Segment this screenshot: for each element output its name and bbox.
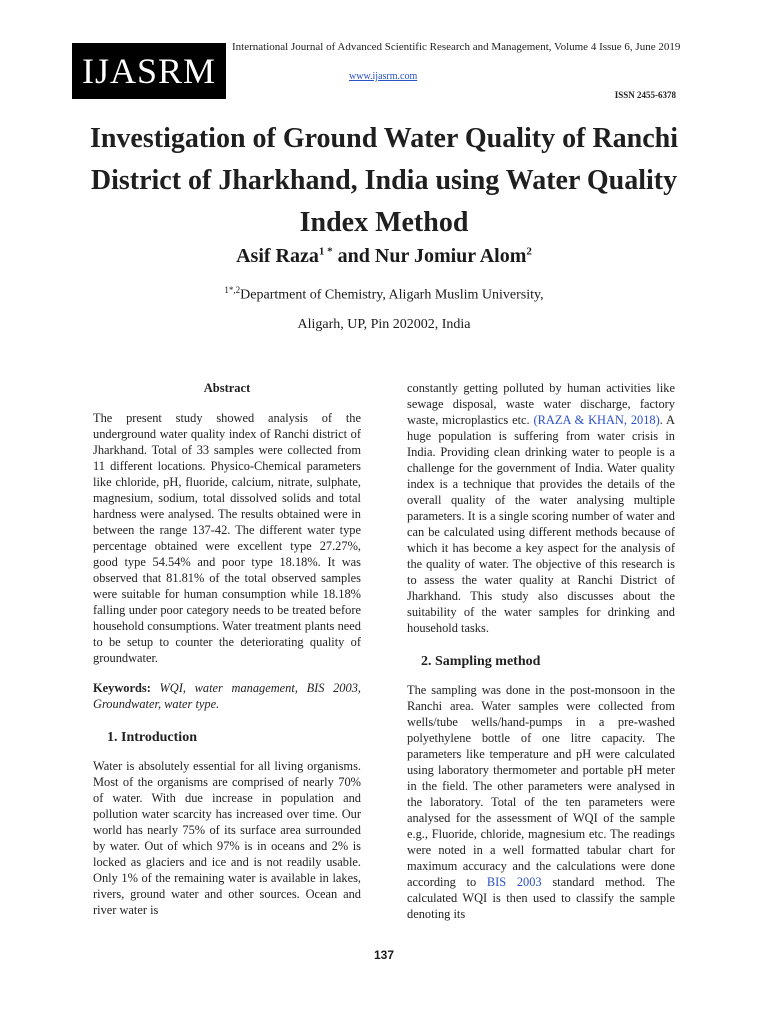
affiliation-dept: Department of Chemistry, Aligarh Muslim University, <box>240 287 544 303</box>
intro-heading: 1. Introduction <box>107 730 197 745</box>
affiliation-sup: 1*,2 <box>224 285 241 295</box>
author-2: Nur Jomiur Alom <box>374 245 527 267</box>
keywords-text: WQI, water management, BIS 2003, Groundwater, water type. <box>93 681 361 711</box>
author-1-affil: 1 * <box>318 245 333 258</box>
keywords <box>93 680 361 712</box>
author-1: Asif Raza <box>236 245 319 267</box>
sampling-heading: 2. Sampling method <box>421 654 541 669</box>
affiliation-line-2: Aligarh, UP, Pin 202002, India <box>297 317 471 332</box>
sampling-text <box>407 682 675 922</box>
intro-text-right-b: . A huge population is suffering from water crisis in India. Providing clean drinking water to people is a challenge for the government of India. Water quality index is a technique that provides the details of the overall quality of the water analysing multiple parameters. It is a single scoring number of water and can be calculated using different methods because of which it has become a key aspect for the analysis of the quality of water. The objective of this research is to assess the water quality at Ranchi District of Jharkhand. This study also discusses about the suitability of the water samples for drinking and household tasks. <box>407 413 675 635</box>
citation-raza-khan-link[interactable]: (RAZA & KHAN, 2018) <box>533 413 660 427</box>
affiliation-line-1 <box>0 285 768 304</box>
right-column <box>407 380 675 922</box>
author-line <box>0 245 768 268</box>
citation-bis-link[interactable]: BIS 2003 <box>486 875 542 889</box>
intro-text-right-a: constantly getting polluted by human activities like sewage disposal, waste water discharge, factory waste, microplastics etc. <box>407 381 675 427</box>
journal-logo: IJASRM <box>72 43 226 99</box>
left-column <box>93 380 361 918</box>
author-and: and <box>337 245 370 267</box>
keywords-label: Keywords: <box>93 681 151 695</box>
intro-text-right <box>407 380 675 636</box>
page-number: 137 <box>373 948 395 962</box>
journal-website-link[interactable]: www.ijasrm.com <box>349 71 418 82</box>
author-2-affil: 2 <box>526 245 532 258</box>
paper-title: Investigation of Ground Water Quality of Ranchi District of Jharkhand, India using Water Quality Index Method <box>89 123 679 238</box>
abstract-heading: Abstract <box>203 381 251 395</box>
issn-number: ISSN 2455-6378 <box>614 90 676 100</box>
sampling-text-a: The sampling was done in the post-monsoon in the Ranchi area. Water samples were collected from wells/tube wells/hand-pumps in a pre-washed polyethylene bottle of one litre capacity. The parameters like temperature and pH were calculated using laboratory thermometer and portable pH meter in the field. The other parameters were analysed in the laboratory. Total of the ten parameters were analysed for the assessment of WQI of the sample e.g., Fluoride, chloride, magnesium etc. The readings were noted in a well formatted tabular chart for maximum accuracy and the calculations were done according to <box>407 683 675 889</box>
abstract-text: The present study showed analysis of the underground water quality index of Ranchi district of Jharkhand. Total of 33 samples were collected from 11 different locations. Physico-Chemical parameters like chloride, pH, fluoride, calcium, nitrate, sulphate, magnesium, sodium, total dissolved solids and total hardness were analysed. The results obtained were in between the range 137-42. The different water type percentage obtained were excellent type 27.27%, good type 54.54% and poor type 18.18%. It was observed that 81.81% of the total observed samples were suitable for human consumption while 18.18% falling under poor category needs to be treated before household consumptions. Water treatment plants need to be setup to counter the deteriorating quality of groundwater. <box>93 411 361 665</box>
intro-text-left: Water is absolutely essential for all living organisms. Most of the organisms are comprised of nearly 70% of water. With due increase in population and pollution water scarcity has increased over time. Our world has nearly 75% of its surface area surrounded by water. Out of which 97% is in oceans and 2% is locked as glaciers and ice and is not readily usable. Only 1% of the remaining water is available in lakes, rivers, ground water and other sources. Ocean and river water is <box>93 759 361 917</box>
sampling-text-b: standard method. The calculated WQI is then used to classify the sample denoting its <box>407 875 675 921</box>
journal-citation: International Journal of Advanced Scientific Research and Management, Volume 4 Issue 6, June 2019 <box>232 41 681 53</box>
